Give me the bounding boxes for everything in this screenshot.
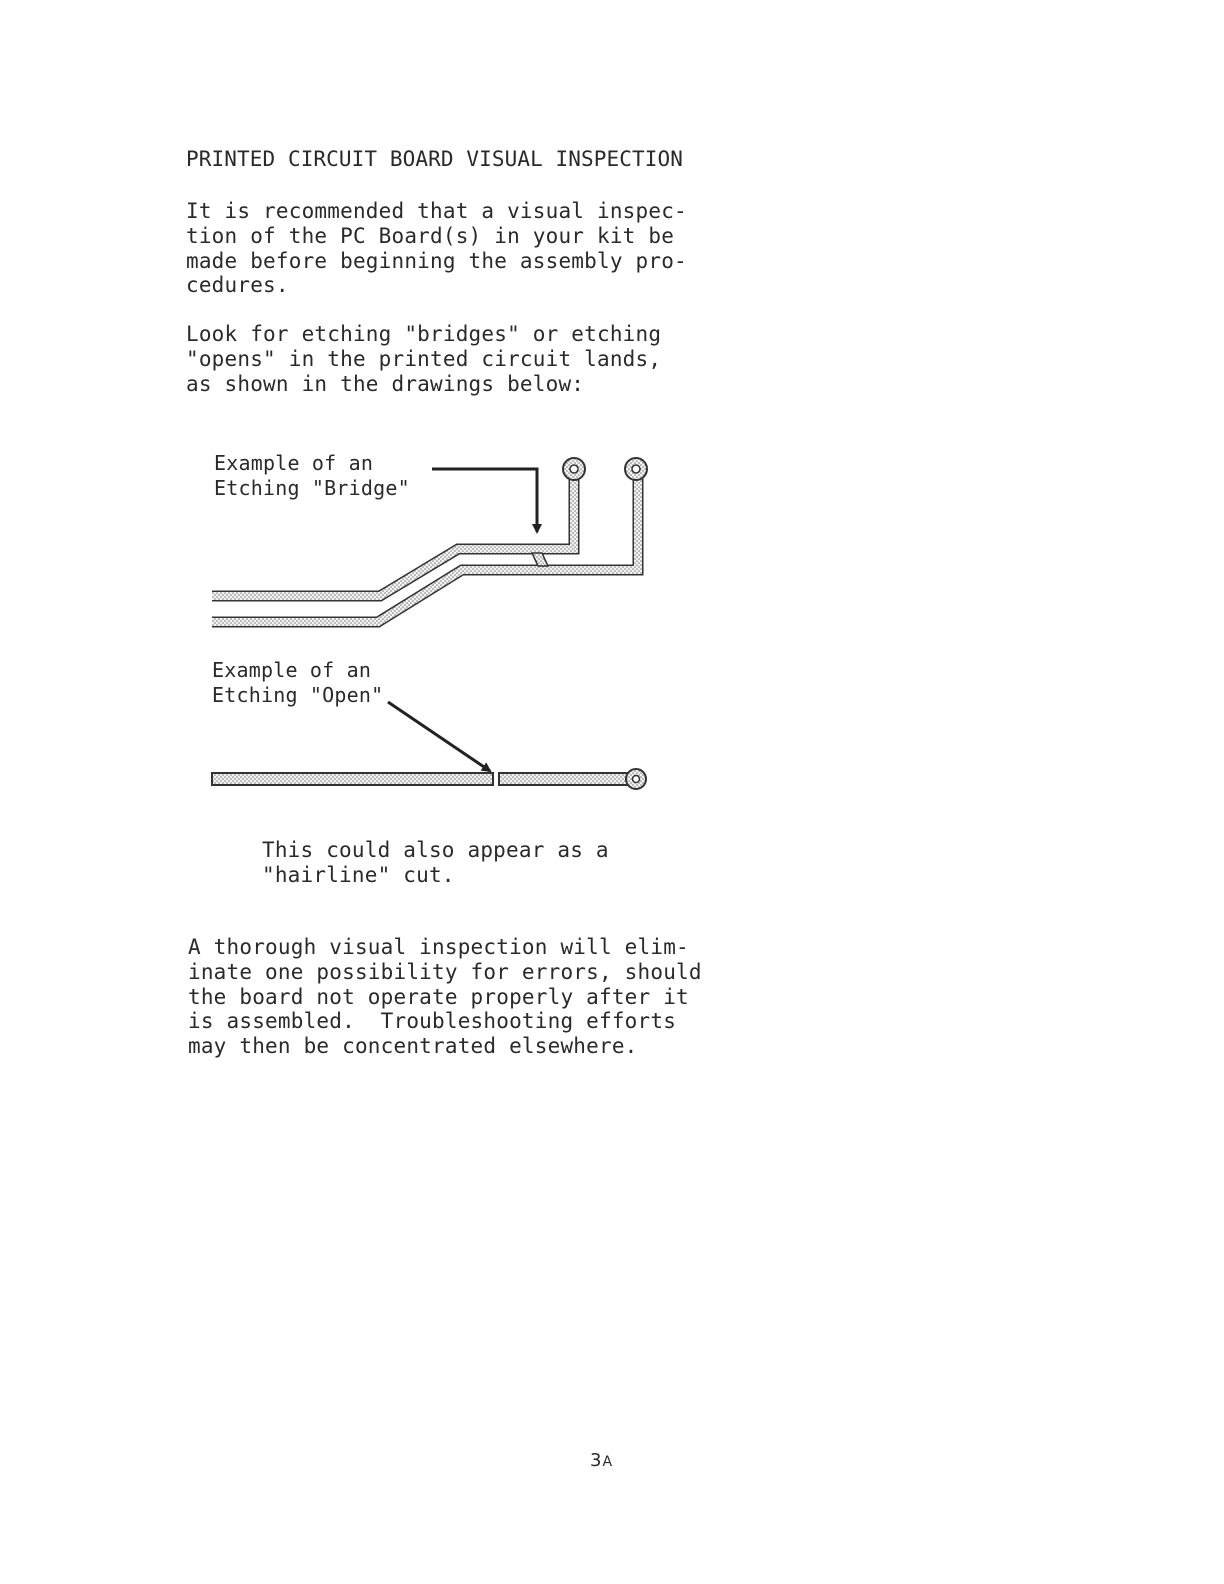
page-number: [590, 1450, 613, 1471]
page-number-suffix: A: [602, 1454, 614, 1470]
bridge-example-label: Example of an Etching "Bridge": [214, 451, 410, 500]
etching-bridge-defect: [532, 553, 548, 566]
open-left-trace: [212, 773, 493, 785]
bridge-upper-pad: [563, 458, 585, 480]
open-right-trace: [499, 773, 629, 785]
bridge-lower-pad: [625, 458, 647, 480]
look-for-paragraph: Look for etching "bridges" or etching "opens" in the printed circuit lands, as shown in the drawings below:: [186, 322, 662, 396]
open-pad: [626, 769, 646, 789]
intro-paragraph: It is recommended that a visual inspec- tion of the PC Board(s) in your kit be made before beginning the assembly pro- cedures.: [186, 199, 687, 298]
hairline-note: This could also appear as a "hairline" cut.: [262, 838, 609, 887]
page-number-main: 3: [590, 1450, 603, 1471]
conclusion-paragraph: A thorough visual inspection will elim- inate one possibility for errors, should the board not operate properly after it is assembled. Troubleshooting efforts may then be concentrated elsewhere.: [188, 935, 702, 1059]
bridge-pointer-arrow: [432, 469, 537, 532]
open-example-label: Example of an Etching "Open": [212, 658, 384, 707]
open-pointer-arrow: [388, 702, 490, 771]
page-title: PRINTED CIRCUIT BOARD VISUAL INSPECTION: [186, 147, 683, 171]
